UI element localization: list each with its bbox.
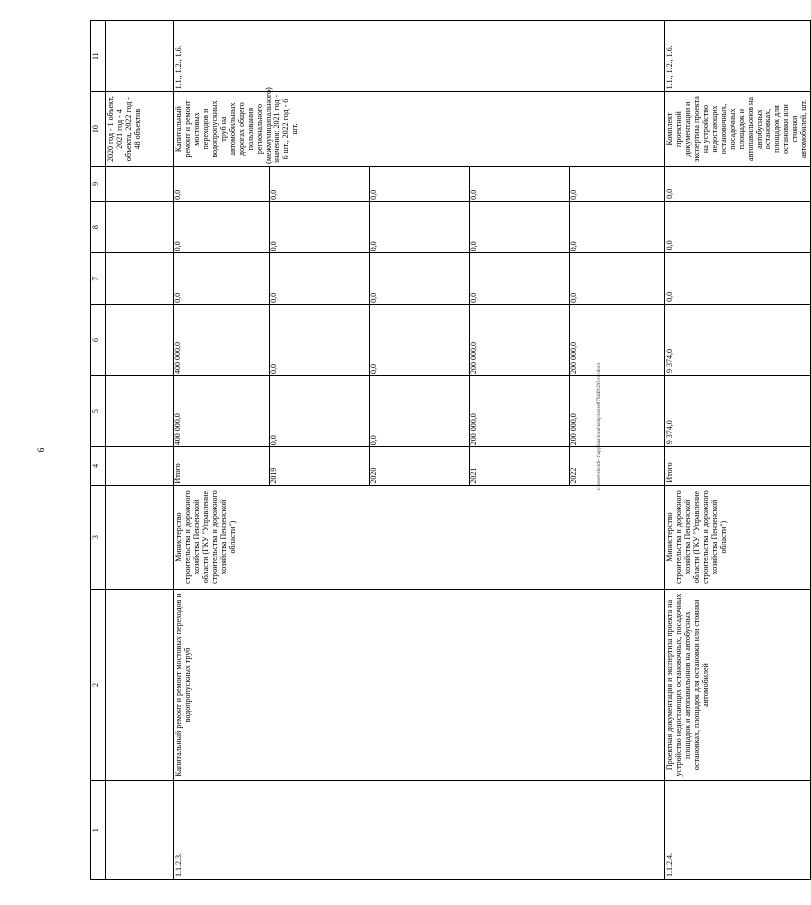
table-row [665,21,811,880]
table-row [106,21,174,880]
total-funding-cell: 400 000,0 0,0 0,0 200 000,0 200 000,0 [174,376,665,447]
col-header: 1 [91,781,106,880]
executor-cell: Министерство строительства и дорожного хозяйства Пензенской области (ГКУ "Управление строительства и дорожного хозяйства Пензенской области") [665,485,811,589]
col-header: 9 [91,166,106,201]
regional-funding-cell: 400 000,0 0,0 0,0 200 000,0 200 000,0 [174,304,665,375]
row-number: 1.1.2.4. [665,781,811,880]
link-cell: 1.1., 1.2., 1.6. [174,21,665,92]
funding-col9-cell: 0,0 0,0 0,0 0,0 0,0 [174,166,665,201]
measure-name: Капитальный ремонт и ремонт мостовых переходов и водопропускных труб [174,589,665,781]
link-cell: 1.1., 1.2., 1.6. [665,21,811,92]
program-table [90,20,811,880]
measure-name: Проектная документация и экспертиза проекта на устройство недостающих остановочных, посадочных площадок и автопавильонов на автобусных остановках, площадок для остановки или стоянки автомобилей [665,589,811,781]
executor-cell: Министерство строительства и дорожного хозяйства Пензенской области (ГКУ "Управление строительства и дорожного хозяйства Пензенской области") [174,485,665,589]
col-header: 5 [91,376,106,447]
indicator-cell: Комплект проектной документации и экспертиза проекта на устройство недостающих остановочных, посадочных площадок и автопавильонов на автобусных остановках, площадок для остановки или стоянки автомобилей, шт. [665,92,811,167]
funding-col7-cell: 0,0 [665,253,811,304]
indicator-cell: Капитальный ремонт и ремонт мостовых переходов и водопропускных труб на автомобильных дорогах общего пользования регионального (межмуниципального) значения: 2021 год - 6 шт., 2022 год - 6 шт. [174,92,665,167]
col-header: 8 [91,201,106,252]
col-header: 4 [91,447,106,485]
header-row [91,21,106,880]
row-number: 1.1.2.3. [174,781,665,880]
regional-funding-cell: 9 374,0 [665,304,811,375]
col-header: 10 [91,92,106,167]
col-header: 7 [91,253,106,304]
funding-col7-cell: 0,0 0,0 0,0 0,0 0,0 [174,253,665,304]
funding-col8-cell: 0,0 0,0 0,0 0,0 0,0 [174,201,665,252]
total-funding-cell: 9 374,0 [665,376,811,447]
page-number: 9 [35,447,46,453]
col-header: 3 [91,485,106,589]
years-cell: Итого [665,447,811,485]
col-header: 2 [91,589,106,781]
col-header: 6 [91,304,106,375]
funding-col8-cell: 0,0 [665,201,811,252]
col-header: 11 [91,21,106,92]
years-cell: Итого 2019 2020 2021 2022 [174,447,665,485]
footer-file-path: c:\users\sbordi~1\appdata\local\temp\notes879449\295-пп.docx [597,362,602,490]
funding-col9-cell: 0,0 [665,166,811,201]
table-row [174,21,665,880]
indicator-cell: 2020 год - 1 объект, 2021 год - 4 объекта, 2022 год - 48 объектов [106,92,174,167]
